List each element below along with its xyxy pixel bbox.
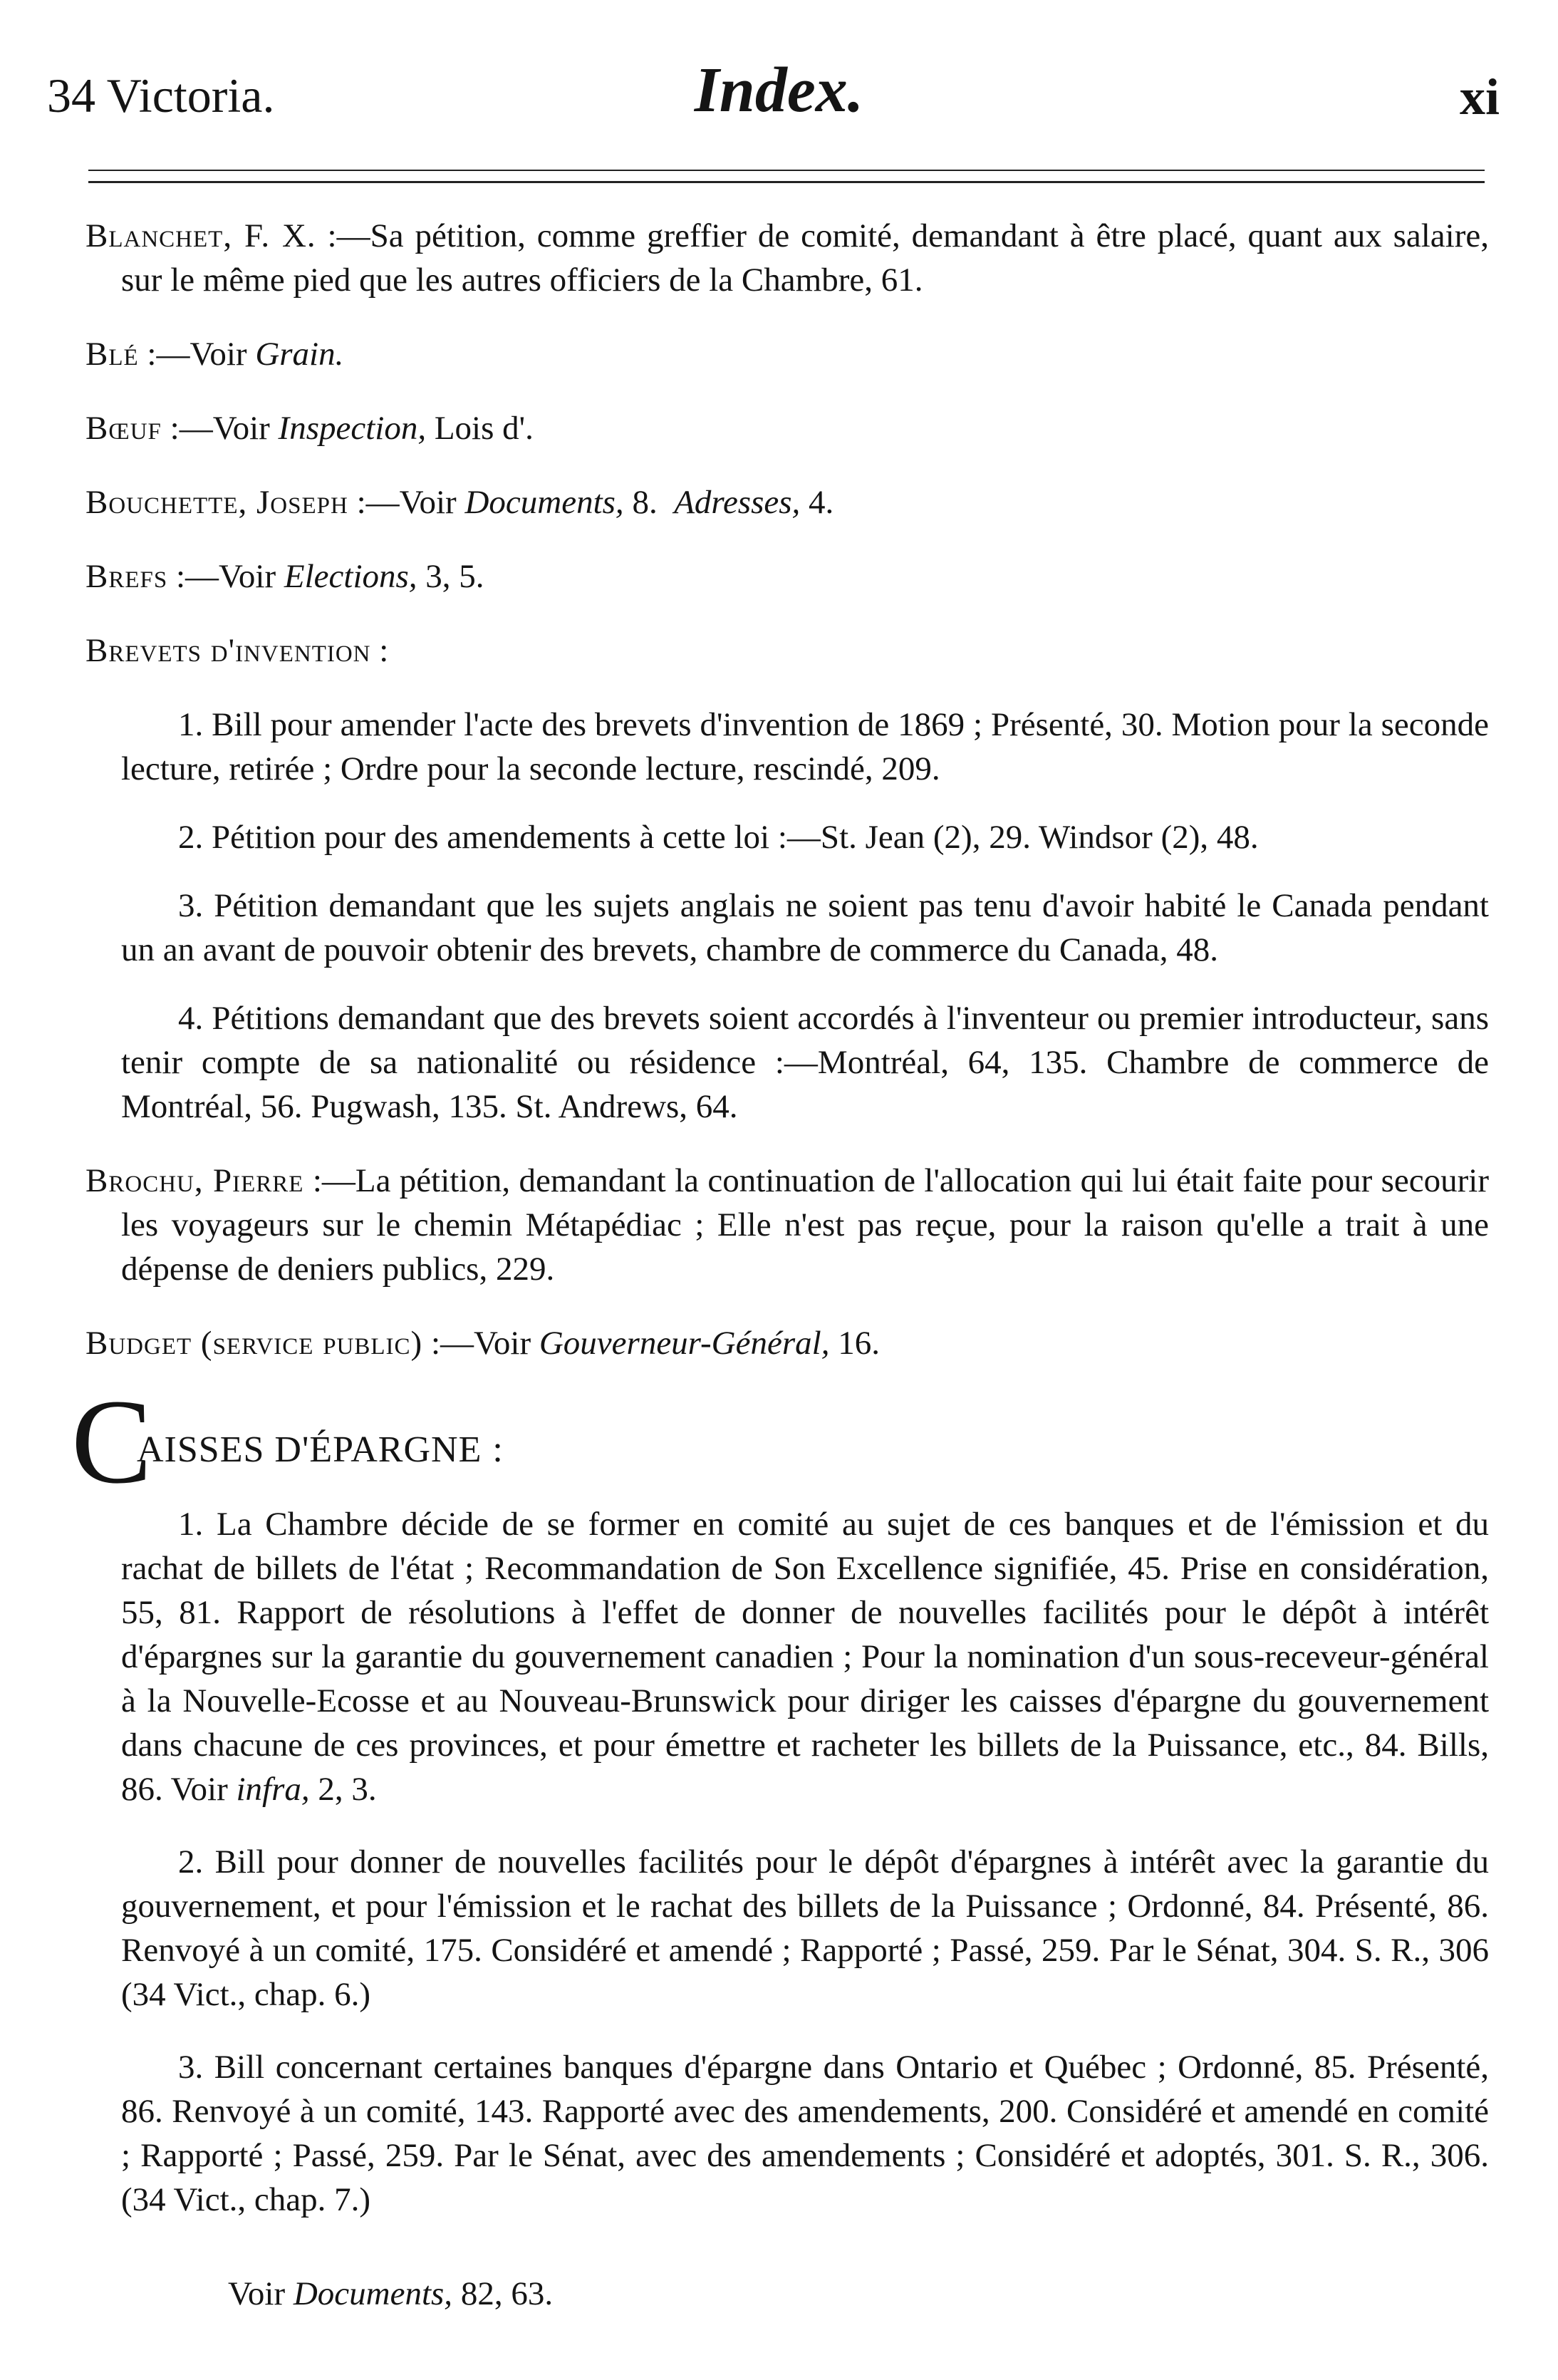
drop-capital: C xyxy=(71,1375,152,1509)
entry-brefs xyxy=(85,554,1489,599)
section-heading-caisses xyxy=(71,1375,1489,1509)
entry-qualifier: (service public) xyxy=(192,1325,423,1362)
section-heading-text xyxy=(137,1428,504,1472)
header-page-number: xi xyxy=(1459,68,1500,125)
entry-boeuf xyxy=(85,406,1489,450)
entry-suffix: 3, 5. xyxy=(417,558,484,595)
entry-budget xyxy=(85,1321,1489,1365)
entry-name: Budget xyxy=(85,1325,192,1362)
entry-prefix: :—Voir xyxy=(161,410,279,447)
entry-suffix: Lois d'. xyxy=(426,410,534,447)
item-text: 1. La Chambre décide de se former en comité au sujet de ces banques et de l'émission et du rachat de billets de l'état ; Recommandation de Son Excellence signifiée, 45. Prise en considération, 55, 81. Rapport de résolutions à l'effet de donner de nouvelles facilités pour le dépôt à intérêt d'épargnes sur la garantie du gouvernement canadien ; Pour la nomination d'un sous-receveur-général à la Nouvelle-Ecosse et au Nouveau-Brunswick pour diriger les caisses d'épargne du gouvernement dans chacune de ces provinces, et pour émettre et racheter les billets de la Puissance, etc., 84. Bills, 86. Voir xyxy=(121,1506,1489,1808)
entry-text: :—Sa pétition, comme greffier de comité, demandant à être placé, quant aux salaire, sur le même pied que les autres officiers de la Chambre, 61. xyxy=(121,217,1489,299)
brevets-item-4: 4. Pétitions demandant que des brevets soient accordés à l'inventeur ou premier introducteur, sans tenir compte de sa nationalité ou résidence :—Montréal, 64, 135. Chambre de commerce de Montréal, 56. Pugwash, 135. St. Andrews, 64. xyxy=(121,1000,1489,1125)
caisses-item-2: 2. Bill pour donner de nouvelles facilités pour le dépôt d'épargnes à intérêt avec la garantie du gouvernement, et pour l'émission et le rachat des billets de la Puissance ; Ordonné, 84. Présenté, 86. Renvoyé à un comité, 175. Considéré et amendé ; Rapporté ; Passé, 259. Par le Sénat, 304. S. R., 306 (34 Vict., chap. 6.) xyxy=(121,1843,1489,2013)
entry-mid: 8. xyxy=(623,484,675,521)
index-content xyxy=(71,214,1489,2349)
cross-reference: Documents, xyxy=(464,484,624,521)
entry-suffix: 4. xyxy=(800,484,834,521)
header-rule-thin xyxy=(88,170,1485,171)
entry-blanchet xyxy=(85,214,1489,302)
cross-reference: infra, xyxy=(236,1771,310,1808)
cross-reference: Inspection, xyxy=(278,410,427,447)
entry-name: Brevets d'invention xyxy=(85,632,371,669)
caisses-item-1 xyxy=(85,1502,1489,1811)
cross-reference: Grain. xyxy=(255,336,344,373)
header-title: Index. xyxy=(694,55,864,125)
cross-reference: Documents, xyxy=(293,2275,453,2312)
entry-name: Brochu, Pierre xyxy=(85,1162,304,1199)
heading-suffix: : xyxy=(482,1429,504,1470)
entry-ble xyxy=(85,332,1489,376)
entry-name: Bœuf xyxy=(85,410,162,447)
entry-prefix: :—Voir xyxy=(138,336,256,373)
brevets-item-2: 2. Pétition pour des amendements à cette loi :—St. Jean (2), 29. Windsor (2), 48. xyxy=(178,819,1259,856)
see-also-suffix: 82, 63. xyxy=(452,2275,554,2312)
entry-name: Blé xyxy=(85,336,139,373)
entry-name: Blanchet, F. X. xyxy=(85,217,316,254)
header-rule-thick xyxy=(88,181,1485,183)
header-session: 34 Victoria. xyxy=(47,68,275,123)
heading-label: AISSES D'ÉPARGNE xyxy=(137,1429,482,1470)
entry-prefix: :—Voir xyxy=(422,1325,539,1362)
entry-suffix: : xyxy=(370,632,389,669)
entry-brochu xyxy=(85,1159,1489,1291)
item-text-end: 2, 3. xyxy=(309,1771,377,1808)
cross-reference: Elections, xyxy=(284,558,417,595)
entry-suffix: 16. xyxy=(829,1325,880,1362)
brevets-item-1: 1. Bill pour amender l'acte des brevets d'invention de 1869 ; Présenté, 30. Motion pour la seconde lecture, retirée ; Ordre pour la seconde lecture, rescindé, 209. xyxy=(121,706,1489,787)
entry-prefix: :—Voir xyxy=(167,558,284,595)
brevets-item-3: 3. Pétition demandant que les sujets anglais ne soient pas tenu d'avoir habité le Canada pendant un an avant de pouvoir obtenir des brevets, chambre de commerce du Canada, 48. xyxy=(121,887,1489,968)
entry-prefix: :—Voir xyxy=(348,484,465,521)
caisses-see-also xyxy=(228,2272,1489,2316)
see-also-prefix: Voir xyxy=(228,2275,294,2312)
entry-text: :—La pétition, demandant la continuation de l'allocation qui lui était faite pour secourir les voyageurs sur le chemin Métapédiac ; Elle n'est pas reçue, pour la raison qu'elle a trait à une dépense de deniers publics, 229. xyxy=(121,1162,1489,1288)
cross-reference: Gouverneur-Général, xyxy=(539,1325,830,1362)
entry-brevets xyxy=(85,628,1489,673)
entry-name: Brefs xyxy=(85,558,168,595)
cross-reference: Adresses, xyxy=(674,484,801,521)
entry-bouchette xyxy=(85,480,1489,524)
caisses-item-3: 3. Bill concernant certaines banques d'épargne dans Ontario et Québec ; Ordonné, 85. Présenté, 86. Renvoyé à un comité, 143. Rapporté avec des amendements, 200. Considéré et amendé en comité ; Rapporté ; Passé, 259. Par le Sénat, avec des amendements ; Considéré et adoptés, 301. S. R., 306. (34 Vict., chap. 7.) xyxy=(121,2049,1489,2218)
entry-name: Bouchette, Joseph xyxy=(85,484,348,521)
